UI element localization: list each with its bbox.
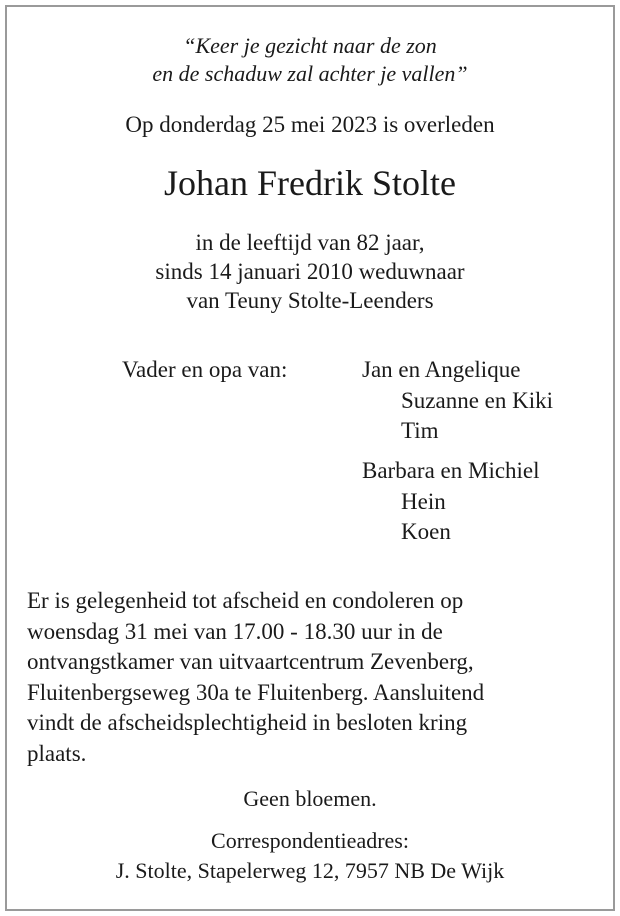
family-child: Koen	[401, 519, 451, 544]
family-child: Tim	[401, 418, 439, 443]
family-child: Suzanne en Kiki	[401, 388, 554, 413]
family-label: Vader en opa van:	[122, 357, 288, 382]
age-line: in de leeftijd van 82 jaar,	[195, 230, 425, 255]
deceased-name: Johan Fredrik Stolte	[164, 163, 456, 203]
widower-line: sinds 14 januari 2010 weduwnaar	[155, 259, 465, 284]
quote-line-2: en de schaduw zal achter je vallen”	[152, 61, 468, 86]
spouse-line: van Teuny Stolte-Leenders	[186, 288, 434, 313]
correspondence-address: J. Stolte, Stapelerweg 12, 7957 NB De Wijk	[115, 858, 505, 883]
ceremony-paragraph: Er is gelegenheid tot afscheid en condoleren op woensdag 31 mei van 17.00 - 18.30 uur in de ontvangstkamer van uitvaartcentrum Zevenberg, Fluitenbergseweg 30a te Fluitenberg. Aansluitend vindt de afscheidsplechtigheid in besloten kring plaats.	[27, 588, 485, 766]
quote-line-1: “Keer je gezicht naar de zon	[183, 33, 437, 58]
correspondence-label: Correspondentieadres:	[211, 828, 409, 853]
no-flowers-line: Geen bloemen.	[243, 786, 377, 811]
family-parents-1: Jan en Angelique	[362, 357, 521, 382]
family-child: Hein	[401, 489, 446, 514]
death-notice-line: Op donderdag 25 mei 2023 is overleden	[125, 112, 495, 137]
family-parents-2: Barbara en Michiel	[362, 458, 540, 483]
